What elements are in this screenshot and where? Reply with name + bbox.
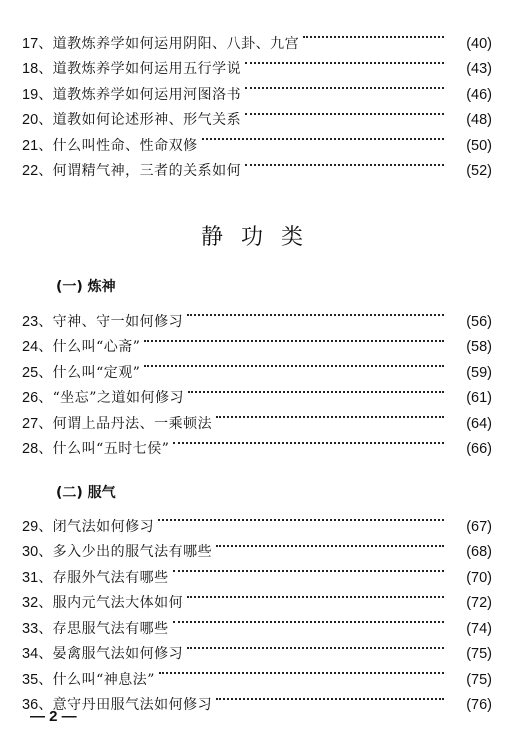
toc-dot-leader <box>216 531 444 557</box>
toc-entry-title: 守神、守一如何修习 <box>52 313 184 330</box>
toc-dot-leader <box>188 377 444 403</box>
toc-entry-page: (46) <box>466 86 492 103</box>
subsection-heading-fuqi: (二) 服气 <box>56 485 116 501</box>
toc-entry-title: 意守丹田服气法如何修习 <box>52 697 213 713</box>
toc-dot-leader <box>245 99 444 125</box>
toc-entry-title: 什么叫“五时七侯” <box>52 441 170 457</box>
toc-dot-leader <box>158 505 444 531</box>
toc-entry-number: 33、 <box>22 620 53 637</box>
toc-entry-page: (40) <box>466 35 492 52</box>
toc-dot-leader <box>173 556 444 582</box>
toc-dot-leader <box>173 607 444 633</box>
toc-dot-leader <box>216 402 444 428</box>
toc-entry-page: (58) <box>466 339 492 355</box>
toc-entry-title: 道教炼养学如何运用五行学说 <box>52 61 242 77</box>
toc-entry-page: (72) <box>466 595 492 611</box>
toc-dot-leader <box>187 582 444 608</box>
toc-entry-number: 24、 <box>22 339 53 355</box>
toc-entry-number: 17、 <box>22 35 53 52</box>
toc-entry <box>22 300 492 330</box>
toc-entry-number: 35、 <box>22 671 53 688</box>
toc-entry-title: 存思服气法有哪些 <box>52 620 169 637</box>
toc-entry-number: 32、 <box>22 595 53 611</box>
toc-entry-title: 什么叫性命、性命双修 <box>52 137 198 154</box>
toc-entry <box>22 505 492 535</box>
toc-entry-page: (68) <box>466 544 492 560</box>
toc-entry-number: 18、 <box>22 61 53 77</box>
toc-entry-number: 27、 <box>22 415 53 432</box>
toc-dot-leader <box>144 351 444 377</box>
toc-dot-leader <box>187 300 444 326</box>
toc-entry-number: 28、 <box>22 441 53 457</box>
toc-entry-page: (43) <box>466 61 492 77</box>
toc-entry-page: (76) <box>466 697 492 713</box>
toc-entry-page: (75) <box>466 646 492 662</box>
toc-dot-leader <box>159 658 444 684</box>
toc-list-lianshen <box>22 300 492 457</box>
toc-entry-title: 何谓上品丹法、一乘顿法 <box>52 415 213 432</box>
toc-entry-title: 晏禽服气法如何修习 <box>52 646 184 662</box>
toc-dot-leader <box>202 124 444 150</box>
toc-entry-title: “坐忘”之道如何修习 <box>52 390 184 406</box>
toc-entry-page: (67) <box>466 518 492 535</box>
toc-entry-title: 什么叫“定观” <box>52 364 141 381</box>
toc-entry-title: 何谓精气神，三者的关系如何 <box>52 163 242 179</box>
toc-entry-number: 31、 <box>22 569 53 586</box>
toc-entry-page: (56) <box>466 313 492 330</box>
toc-entry-page: (74) <box>466 620 492 637</box>
toc-entry-number: 22、 <box>22 163 53 179</box>
toc-dot-leader <box>245 48 444 74</box>
toc-dot-leader <box>245 73 444 99</box>
toc-entry-number: 36、 <box>22 697 53 713</box>
toc-dot-leader <box>173 428 444 454</box>
toc-entry-page: (52) <box>466 163 492 179</box>
toc-entry-page: (64) <box>466 415 492 432</box>
toc-entry-title: 存服外气法有哪些 <box>52 569 169 586</box>
toc-dot-leader <box>187 633 444 659</box>
toc-entry-title: 道教炼养学如何运用阴阳、八卦、九宫 <box>52 35 300 52</box>
toc-dot-leader <box>144 326 444 352</box>
subsection-heading-lianshen: (一) 炼神 <box>56 279 116 295</box>
toc-entry-title: 什么叫“神息法” <box>52 671 155 688</box>
toc-entry <box>22 22 492 52</box>
toc-dot-leader <box>216 684 444 710</box>
toc-entry-title: 道教如何论述形神、形气关系 <box>52 112 242 128</box>
toc-entry-title: 什么叫“心斋” <box>52 339 141 355</box>
toc-entry-page: (48) <box>466 112 492 128</box>
toc-entry-number: 26、 <box>22 390 53 406</box>
toc-entry-title: 道教炼养学如何运用河图洛书 <box>52 86 242 103</box>
toc-entry-page: (70) <box>466 569 492 586</box>
toc-entry-number: 19、 <box>22 86 53 103</box>
page-number-footer: — 2 — <box>30 708 77 725</box>
toc-dot-leader <box>245 150 444 176</box>
toc-entry-page: (75) <box>466 671 492 688</box>
toc-entry-number: 21、 <box>22 137 53 154</box>
toc-list-general <box>22 22 492 179</box>
toc-entry-page: (61) <box>466 390 492 406</box>
toc-entry-title: 多入少出的服气法有哪些 <box>52 544 213 560</box>
toc-entry-number: 23、 <box>22 313 53 330</box>
toc-entry-page: (66) <box>466 441 492 457</box>
toc-entry-page: (50) <box>466 137 492 154</box>
toc-entry-title: 服内元气法大体如何 <box>52 595 184 611</box>
toc-entry-title: 闭气法如何修习 <box>52 518 155 535</box>
toc-list-fuqi <box>22 505 492 713</box>
toc-entry-page: (59) <box>466 364 492 381</box>
toc-entry-number: 34、 <box>22 646 53 662</box>
toc-dot-leader <box>303 22 444 48</box>
section-title: 静功类 <box>200 225 321 250</box>
toc-entry-number: 29、 <box>22 518 53 535</box>
toc-entry-number: 30、 <box>22 544 53 560</box>
toc-entry-number: 25、 <box>22 364 53 381</box>
toc-entry-number: 20、 <box>22 112 53 128</box>
